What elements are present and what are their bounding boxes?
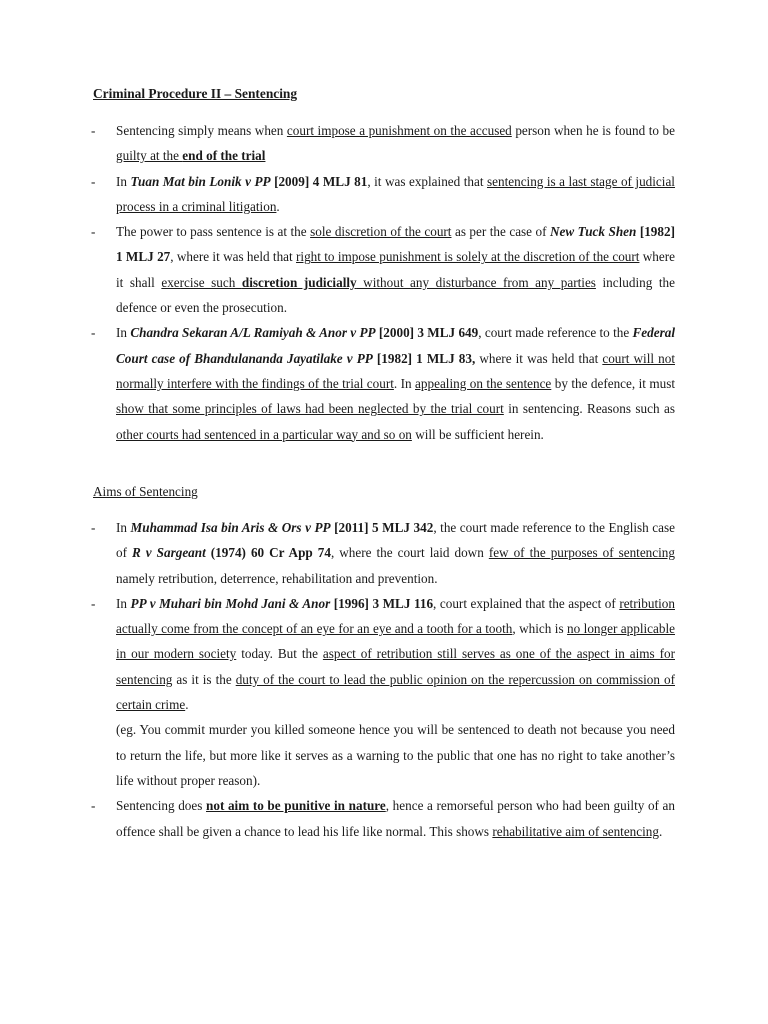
text-segment: . xyxy=(185,697,189,713)
text-segment: including the defence or even the prosecution. xyxy=(116,274,675,316)
text-segment: no longer applicable in our modern society xyxy=(116,621,675,662)
text-segment: Sentencing simply means when xyxy=(116,123,287,138)
text-segment: Muhammad Isa bin Aris & Ors v PP xyxy=(130,520,331,535)
text-segment: as it is the xyxy=(172,671,236,687)
text-segment: sentencing is a last stage of judicial process in a criminal litigation xyxy=(116,173,675,214)
text-segment: Federal Court case of Bhandulananda Jayatilake v PP xyxy=(116,325,675,366)
text-segment: appealing on the sentence xyxy=(415,375,552,391)
text-segment: [1982] 1 MLJ 83, xyxy=(372,350,476,366)
text-segment: by the defence, it must xyxy=(551,375,675,391)
text-segment: , it was explained that xyxy=(367,173,487,189)
text-segment: as per the case of xyxy=(451,224,550,240)
text-segment: In xyxy=(116,325,131,341)
text-segment: guilty at the xyxy=(116,148,183,164)
text-segment: without any disturbance from any parties xyxy=(356,274,596,290)
bullet-item xyxy=(93,515,675,591)
sentencing-bullet-list xyxy=(93,118,675,447)
text-segment: PP v Muhari bin Mohd Jani & Anor xyxy=(130,595,331,611)
text-segment: court impose a punishment on the accused xyxy=(286,123,512,138)
bullet-item xyxy=(93,118,675,169)
text-segment: , where it was held that xyxy=(170,249,297,265)
example-note: (eg. You commit murder you killed someone hence you will be sentenced to death not because you need to return the life, but more like it serves as a warning to the public that one has no right to take another’s life without proper reason). xyxy=(116,722,675,788)
text-segment: aspect of retribution still serves as one of the aspect in aims for sentencing xyxy=(116,646,675,687)
section-heading-aims: Aims of Sentencing xyxy=(93,484,198,499)
text-segment: not aim to be punitive in nature xyxy=(206,798,386,814)
text-segment: The power to pass sentence is at the xyxy=(116,224,311,240)
bullet-item xyxy=(93,169,675,220)
text-segment: (1974) 60 Cr App 74 xyxy=(205,545,331,561)
text-segment: , hence a remorseful person who had been guilty of an offence shall be given a chance to lead his life like normal. This shows xyxy=(116,798,675,839)
bullet-item xyxy=(93,320,675,446)
text-segment: , the court made reference to the English case of xyxy=(116,520,675,561)
text-segment: in sentencing. Reasons such as xyxy=(503,401,675,417)
text-segment: , which is xyxy=(512,621,568,637)
text-segment: . xyxy=(276,198,280,214)
text-segment: Chandra Sekaran A/L Ramiyah & Anor v PP xyxy=(130,325,376,341)
text-segment: retribution actually come from the concept of an eye for an eye and a tooth for a tooth xyxy=(116,595,675,637)
bullet-item xyxy=(93,591,675,793)
text-segment: sole discretion of the court xyxy=(310,224,452,240)
text-segment: , court made reference to the xyxy=(478,325,633,341)
text-segment: , court explained that the aspect of xyxy=(433,595,620,611)
text-segment: [2011] 5 MLJ 342 xyxy=(330,520,434,535)
text-segment: Tuan Mat bin Lonik v PP xyxy=(130,173,271,189)
text-segment: In xyxy=(116,520,131,535)
bullet-item xyxy=(93,793,675,844)
text-segment: New Tuck Shen xyxy=(550,224,637,240)
text-segment: R v Sargeant xyxy=(132,545,206,561)
text-segment: other courts had sentenced in a particular way and so on xyxy=(116,426,412,442)
text-segment: today. But the xyxy=(236,646,323,662)
text-segment: will be sufficient herein. xyxy=(411,426,544,442)
text-segment: person when he is found to be xyxy=(511,123,675,138)
text-segment: In xyxy=(116,173,131,189)
text-segment: [1996] 3 MLJ 116 xyxy=(330,595,434,611)
text-segment: right to impose punishment is solely at the discretion of the court xyxy=(296,249,640,265)
text-segment: exercise such xyxy=(161,274,242,290)
text-segment: court will not normally interfere with the findings of the trial court xyxy=(116,350,675,391)
text-segment: . xyxy=(658,823,663,839)
text-segment: Sentencing does xyxy=(116,798,207,814)
text-segment: rehabilitative aim of sentencing xyxy=(492,823,659,839)
text-segment: duty of the court to lead the public opinion on the repercussion on commission of certain crime xyxy=(116,671,675,713)
text-segment: discretion judicially xyxy=(241,274,357,290)
bullet-item xyxy=(93,219,675,320)
text-segment: end of the trial xyxy=(182,148,266,164)
text-segment: where it shall xyxy=(116,249,675,290)
text-segment: In xyxy=(116,595,131,611)
text-segment: [2000] 3 MLJ 649 xyxy=(375,325,479,341)
text-segment: . In xyxy=(393,375,416,391)
text-segment: few of the purposes of sentencing xyxy=(488,545,675,561)
text-segment: show that some principles of laws had been neglected by the trial court xyxy=(116,401,504,417)
text-segment: [1982] 1 MLJ 27 xyxy=(116,224,675,265)
text-segment: where it was held that xyxy=(475,350,603,366)
aims-bullet-list xyxy=(93,515,675,844)
page-title: Criminal Procedure II – Sentencing xyxy=(93,86,298,101)
text-segment: [2009] 4 MLJ 81 xyxy=(270,173,368,189)
text-segment: namely retribution, deterrence, rehabilitation and prevention. xyxy=(116,570,438,586)
text-segment: , where the court laid down xyxy=(330,545,489,561)
